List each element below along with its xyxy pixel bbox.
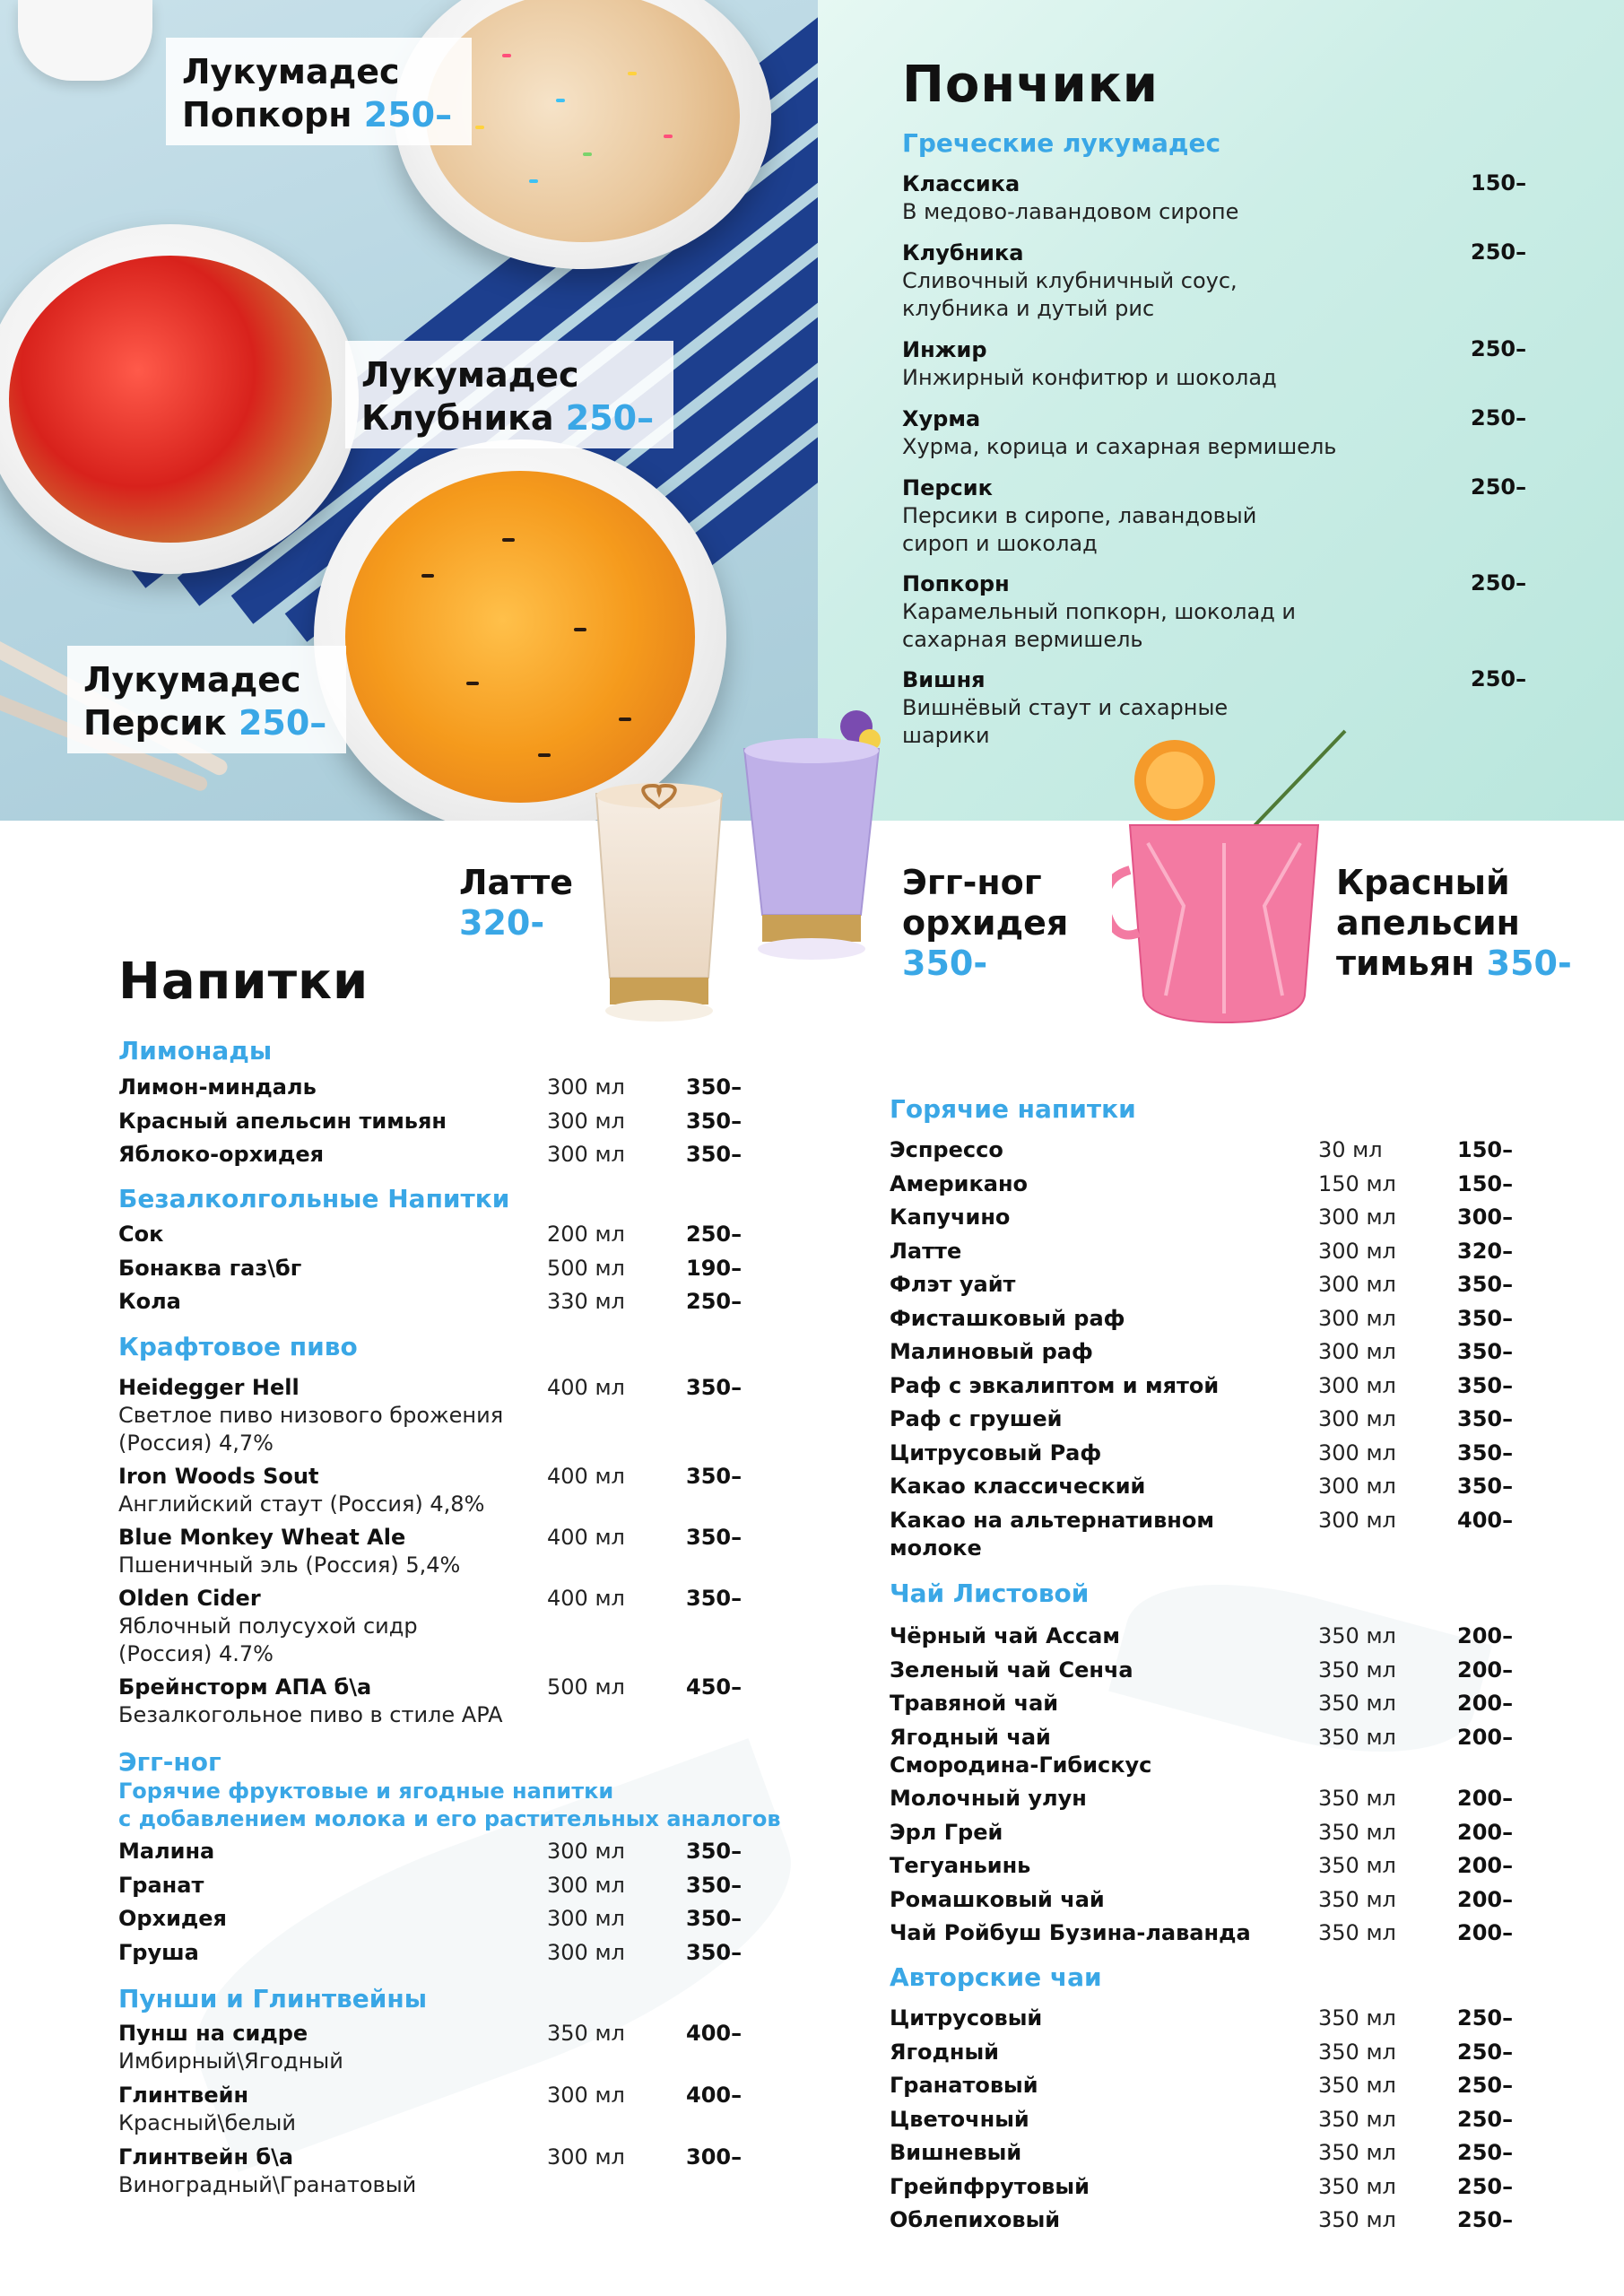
- menu-row-volume: 400 мл: [547, 1586, 625, 1611]
- menu-row-name: Малиновый раф: [890, 1339, 1093, 1364]
- menu-row-price: 350–: [686, 1074, 743, 1100]
- label-popcorn-price: 250–: [363, 95, 453, 135]
- menu-row-volume: 300 мл: [547, 1108, 625, 1134]
- donut-item-name: Классика: [902, 171, 1020, 196]
- menu-row-volume: 300 мл: [547, 1839, 625, 1864]
- menu-row-price: 350–: [1457, 1474, 1514, 1499]
- menu-row-price: 350–: [686, 1872, 743, 1898]
- menu-row-name: Фисташковый раф: [890, 1305, 1125, 1331]
- menu-row-name: Чай Ройбуш Бузина-лаванда: [890, 1920, 1251, 1945]
- menu-row-price: 350–: [1457, 1339, 1514, 1364]
- menu-row-volume: 300 мл: [1318, 1474, 1396, 1499]
- donut-item-desc: Карамельный попкорн, шоколад и: [902, 599, 1297, 624]
- menu-row-name: Какао классический: [890, 1474, 1146, 1499]
- label-peach-line2: Персик: [83, 703, 227, 743]
- donut-subtitle: Греческие лукумадес: [902, 128, 1221, 158]
- menu-row-volume: 350 мл: [1318, 2106, 1396, 2132]
- menu-row-name: Глинтвейн б\а: [118, 2144, 294, 2170]
- menu-row-name: Тегуаньинь: [890, 1853, 1031, 1878]
- menu-row-name: Травяной чай: [890, 1691, 1059, 1716]
- menu-row-name: молоке: [890, 1535, 982, 1561]
- menu-row-volume: 350 мл: [1318, 1819, 1396, 1845]
- menu-row-price: 250–: [1457, 2173, 1514, 2199]
- menu-row-desc: Английский стаут (Россия) 4,8%: [118, 1492, 485, 1517]
- donut-item-desc: В медово-лавандовом сиропе: [902, 199, 1239, 224]
- donut-item-name: Попкорн: [902, 571, 1010, 596]
- menu-row-name: Американо: [890, 1170, 1029, 1196]
- menu-row-price: 350–: [686, 1939, 743, 1965]
- label-peach-line1: Лукумадес: [83, 660, 301, 700]
- menu-row-price: 350–: [1457, 1439, 1514, 1465]
- menu-row-volume: 350 мл: [1318, 1623, 1396, 1648]
- menu-row-desc: Красный\белый: [118, 2110, 296, 2135]
- donut-item-price: 250–: [1471, 474, 1527, 500]
- menu-row-name: Ягодный: [890, 2039, 999, 2065]
- menu-row-price: 350–: [686, 1375, 743, 1400]
- menu-row-price: 250–: [1457, 2140, 1514, 2165]
- menu-row-price: 320–: [1457, 1238, 1514, 1264]
- donut-item-desc: сироп и шоколад: [902, 531, 1098, 556]
- menu-row-price: 200–: [1457, 1853, 1514, 1878]
- menu-row-name: Гранат: [118, 1872, 204, 1898]
- menu-row-volume: 300 мл: [547, 1872, 625, 1898]
- donut-photo: [0, 0, 818, 821]
- menu-row-volume: 300 мл: [1318, 1439, 1396, 1465]
- menu-row-name: Iron Woods Sout: [118, 1464, 319, 1489]
- menu-row-volume: 300 мл: [1318, 1272, 1396, 1297]
- label-peach-price: 250–: [238, 703, 327, 743]
- menu-row-price: 250–: [686, 1222, 743, 1247]
- milk-jug: [18, 0, 152, 81]
- menu-row-desc: (Россия) 4.7%: [118, 1641, 274, 1666]
- menu-row-volume: 350 мл: [1318, 1886, 1396, 1912]
- menu-row-volume: 400 мл: [547, 1464, 625, 1489]
- popcorn-donuts: [426, 0, 740, 242]
- section-eggnog: Эгг-ног: [118, 1747, 221, 1777]
- menu-row-name: Эрл Грей: [890, 1819, 1003, 1845]
- menu-row-price: 400–: [686, 2021, 743, 2046]
- menu-row-name: Смородина-Гибискус: [890, 1752, 1152, 1778]
- menu-row-volume: 300 мл: [1318, 1372, 1396, 1398]
- orange-label: [1336, 863, 1572, 984]
- menu-row-name: Кола: [118, 1289, 181, 1314]
- donut-item-price: 250–: [1471, 666, 1527, 691]
- menu-row-desc: Яблочный полусухой сидр: [118, 1613, 418, 1639]
- menu-row-name: Цитрусовый Раф: [890, 1439, 1102, 1465]
- menu-row-name: Ягодный чай: [890, 1724, 1051, 1750]
- menu-row-price: 350–: [1457, 1372, 1514, 1398]
- menu-row-price: 400–: [686, 2083, 743, 2108]
- menu-row-price: 300–: [1457, 1205, 1514, 1230]
- menu-row-volume: 300 мл: [547, 1939, 625, 1965]
- label-strawberry-line2: Клубника: [361, 398, 554, 438]
- menu-row-name: Груша: [118, 1939, 199, 1965]
- menu-row-volume: 350 мл: [1318, 2207, 1396, 2232]
- drinks-title: Напитки: [118, 952, 369, 1011]
- section-author-tea: Авторские чаи: [890, 1962, 1102, 1992]
- menu-row-price: 150–: [1457, 1137, 1514, 1162]
- menu-row-name: Глинтвейн: [118, 2083, 249, 2108]
- menu-row-volume: 500 мл: [547, 1674, 625, 1700]
- menu-row-volume: 300 мл: [547, 1142, 625, 1167]
- section-craft-beer: Крафтовое пиво: [118, 1332, 358, 1361]
- donut-item-desc: Сливочный клубничный соус,: [902, 268, 1238, 293]
- peach-donuts: [345, 471, 695, 803]
- section-eggnog-sub: с добавлением молока и его растительных аналогов: [118, 1806, 781, 1831]
- menu-row-name: Цитрусовый: [890, 2005, 1043, 2031]
- menu-row-name: Цветочный: [890, 2106, 1029, 2132]
- donut-title: Пончики: [902, 56, 1159, 114]
- menu-row-price: 350–: [686, 1906, 743, 1931]
- menu-row-name: Брейнсторм АПА б\а: [118, 1674, 372, 1700]
- menu-row-name: Чёрный чай Ассам: [890, 1623, 1120, 1648]
- menu-row-desc: Светлое пиво низового брожения: [118, 1403, 504, 1428]
- menu-row-volume: 30 мл: [1318, 1137, 1383, 1162]
- donut-item-desc: Хурма, корица и сахарная вермишель: [902, 434, 1337, 459]
- menu-row-desc: Безалкогольное пиво в стиле APA: [118, 1702, 503, 1727]
- menu-row-volume: 300 мл: [547, 2144, 625, 2170]
- menu-row-volume: 300 мл: [1318, 1205, 1396, 1230]
- donut-item-name: Вишня: [902, 667, 986, 692]
- menu-row-desc: Имбирный\Ягодный: [118, 2048, 343, 2074]
- menu-row-price: 250–: [1457, 2039, 1514, 2065]
- section-eggnog-sub: Горячие фруктовые и ягодные напитки: [118, 1779, 614, 1804]
- menu-row-price: 250–: [1457, 2005, 1514, 2031]
- section-soft-drinks: Безалколгольные Напитки: [118, 1184, 510, 1213]
- section-punch: Пунши и Глинтвейны: [118, 1984, 428, 2013]
- menu-row-volume: 300 мл: [1318, 1339, 1396, 1364]
- menu-row-name: Blue Monkey Wheat Ale: [118, 1525, 406, 1550]
- section-lemonades: Лимонады: [118, 1036, 273, 1065]
- menu-row-name: Флэт уайт: [890, 1272, 1016, 1297]
- menu-row-volume: 350 мл: [1318, 2140, 1396, 2165]
- menu-row-price: 190–: [686, 1255, 743, 1281]
- menu-row-name: Olden Cider: [118, 1586, 261, 1611]
- menu-row-volume: 350 мл: [1318, 1786, 1396, 1811]
- menu-row-volume: 350 мл: [1318, 2173, 1396, 2199]
- menu-row-price: 350–: [1457, 1406, 1514, 1431]
- menu-row-volume: 350 мл: [1318, 1657, 1396, 1683]
- menu-row-name: Раф с эвкалиптом и мятой: [890, 1372, 1220, 1398]
- menu-row-price: 400–: [1457, 1507, 1514, 1533]
- menu-row-price: 200–: [1457, 1623, 1514, 1648]
- donut-item-price: 150–: [1471, 170, 1527, 196]
- menu-row-name: Красный апельсин тимьян: [118, 1108, 447, 1134]
- menu-row-volume: 350 мл: [1318, 2039, 1396, 2065]
- menu-row-name: Облепиховый: [890, 2207, 1061, 2232]
- menu-row-name: Ромашковый чай: [890, 1886, 1105, 1912]
- menu-row-name: Какао на альтернативном: [890, 1507, 1214, 1533]
- menu-row-price: 200–: [1457, 1724, 1514, 1750]
- orange-label-line2: апельсин: [1336, 903, 1520, 943]
- donut-item-name: Хурма: [902, 406, 981, 431]
- menu-row-price: 200–: [1457, 1920, 1514, 1945]
- menu-row-volume: 400 мл: [547, 1375, 625, 1400]
- menu-row-price: 200–: [1457, 1657, 1514, 1683]
- donut-item-desc: клубника и дутый рис: [902, 296, 1155, 321]
- latte-label: [459, 863, 573, 944]
- menu-row-price: 350–: [1457, 1305, 1514, 1331]
- menu-row-name: Лимон-миндаль: [118, 1074, 317, 1100]
- menu-row-name: Молочный улун: [890, 1786, 1087, 1811]
- menu-row-price: 150–: [1457, 1170, 1514, 1196]
- eggnog-label-line1: Эгг-ног: [902, 863, 1042, 902]
- menu-row-volume: 350 мл: [1318, 2005, 1396, 2031]
- eggnog-label-price: 350-: [902, 944, 988, 983]
- menu-row-volume: 300 мл: [1318, 1238, 1396, 1264]
- menu-row-price: 350–: [686, 1108, 743, 1134]
- donut-item-price: 250–: [1471, 570, 1527, 596]
- donut-item-desc: сахарная вермишель: [902, 627, 1143, 652]
- menu-row-volume: 300 мл: [1318, 1507, 1396, 1533]
- menu-row-desc: Виноградный\Гранатовый: [118, 2172, 417, 2197]
- menu-row-name: Орхидея: [118, 1906, 227, 1931]
- menu-row-price: 350–: [686, 1525, 743, 1550]
- menu-row-volume: 300 мл: [547, 1906, 625, 1931]
- menu-row-volume: 350 мл: [1318, 2073, 1396, 2098]
- menu-row-price: 200–: [1457, 1691, 1514, 1716]
- latte-label-price: 320-: [459, 903, 545, 943]
- menu-row-name: Зеленый чай Сенча: [890, 1657, 1133, 1683]
- menu-row-volume: 300 мл: [547, 1074, 625, 1100]
- menu-row-name: Раф с грушей: [890, 1406, 1063, 1431]
- eggnog-orchid-glass: [726, 709, 897, 1004]
- label-strawberry: [345, 341, 673, 448]
- menu-row-desc: Пшеничный эль (Россия) 5,4%: [118, 1552, 461, 1578]
- menu-row-price: 200–: [1457, 1786, 1514, 1811]
- label-strawberry-line1: Лукумадес: [361, 355, 579, 395]
- label-peach: [67, 646, 346, 753]
- menu-row-desc: (Россия) 4,7%: [118, 1431, 274, 1456]
- menu-row-volume: 350 мл: [1318, 1920, 1396, 1945]
- label-strawberry-price: 250–: [565, 398, 655, 438]
- menu-row-price: 450–: [686, 1674, 743, 1700]
- menu-row-volume: 350 мл: [1318, 1691, 1396, 1716]
- menu-row-volume: 200 мл: [547, 1222, 625, 1247]
- menu-row-price: 250–: [1457, 2106, 1514, 2132]
- menu-row-price: 350–: [686, 1586, 743, 1611]
- leaf-shadow: [1108, 1552, 1492, 1784]
- blood-orange-glass: [1112, 726, 1354, 1067]
- donut-item-price: 250–: [1471, 239, 1527, 265]
- orange-label-price: 350-: [1486, 944, 1572, 983]
- menu-row-volume: 150 мл: [1318, 1170, 1396, 1196]
- donut-item-desc: Персики в сиропе, лавандовый: [902, 503, 1257, 528]
- eggnog-label-line2: орхидея: [902, 903, 1069, 943]
- menu-row-name: Сок: [118, 1222, 164, 1247]
- menu-row-volume: 350 мл: [547, 2021, 625, 2046]
- menu-row-volume: 500 мл: [547, 1255, 625, 1281]
- menu-row-volume: 300 мл: [547, 2083, 625, 2108]
- menu-row-price: 250–: [686, 1289, 743, 1314]
- menu-row-price: 350–: [686, 1464, 743, 1489]
- menu-row-name: Капучино: [890, 1205, 1011, 1230]
- eggnog-label: [902, 863, 1068, 984]
- donut-item-desc: Инжирный конфитюр и шоколад: [902, 365, 1277, 390]
- orange-label-line1: Красный: [1336, 863, 1510, 902]
- menu-row-name: Эспрессо: [890, 1137, 1003, 1162]
- orange-label-line3: тимьян: [1336, 944, 1475, 983]
- strawberry-donuts: [9, 256, 332, 543]
- label-popcorn-line1: Лукумадес: [182, 52, 400, 91]
- latte-label-name: Латте: [459, 863, 574, 902]
- menu-row-name: Малина: [118, 1839, 215, 1864]
- menu-row-price: 300–: [686, 2144, 743, 2170]
- section-leaf-tea: Чай Листовой: [890, 1578, 1090, 1608]
- menu-row-name: Вишневый: [890, 2140, 1022, 2165]
- menu-row-name: Heidegger Hell: [118, 1375, 300, 1400]
- menu-row-price: 250–: [1457, 2073, 1514, 2098]
- menu-row-name: Грейпфрутовый: [890, 2173, 1090, 2199]
- section-hot-drinks: Горячие напитки: [890, 1094, 1136, 1124]
- donut-item-name: Инжир: [902, 337, 987, 362]
- menu-row-price: 200–: [1457, 1819, 1514, 1845]
- latte-glass: [583, 776, 735, 1045]
- menu-row-price: 350–: [686, 1142, 743, 1167]
- menu-row-price: 250–: [1457, 2207, 1514, 2232]
- menu-row-name: Латте: [890, 1238, 962, 1264]
- donut-item-name: Персик: [902, 475, 993, 500]
- menu-row-price: 350–: [1457, 1272, 1514, 1297]
- menu-row-volume: 300 мл: [1318, 1305, 1396, 1331]
- menu-row-volume: 350 мл: [1318, 1853, 1396, 1878]
- menu-row-name: Бонаква газ\бг: [118, 1255, 302, 1281]
- menu-row-volume: 330 мл: [547, 1289, 625, 1314]
- menu-row-volume: 300 мл: [1318, 1406, 1396, 1431]
- menu-row-volume: 400 мл: [547, 1525, 625, 1550]
- menu-row-name: Яблоко-орхидея: [118, 1142, 325, 1167]
- donut-item-desc: шарики: [902, 723, 990, 748]
- label-popcorn: [166, 38, 472, 145]
- donut-item-desc: Вишнёвый стаут и сахарные: [902, 695, 1229, 720]
- menu-row-name: Пунш на сидре: [118, 2021, 308, 2046]
- menu-row-name: Гранатовый: [890, 2073, 1038, 2098]
- menu-row-volume: 350 мл: [1318, 1724, 1396, 1750]
- donut-item-price: 250–: [1471, 405, 1527, 430]
- donut-item-name: Клубника: [902, 240, 1024, 265]
- menu-row-price: 200–: [1457, 1886, 1514, 1912]
- label-popcorn-line2: Попкорн: [182, 95, 352, 135]
- donut-item-price: 250–: [1471, 336, 1527, 361]
- menu-row-price: 350–: [686, 1839, 743, 1864]
